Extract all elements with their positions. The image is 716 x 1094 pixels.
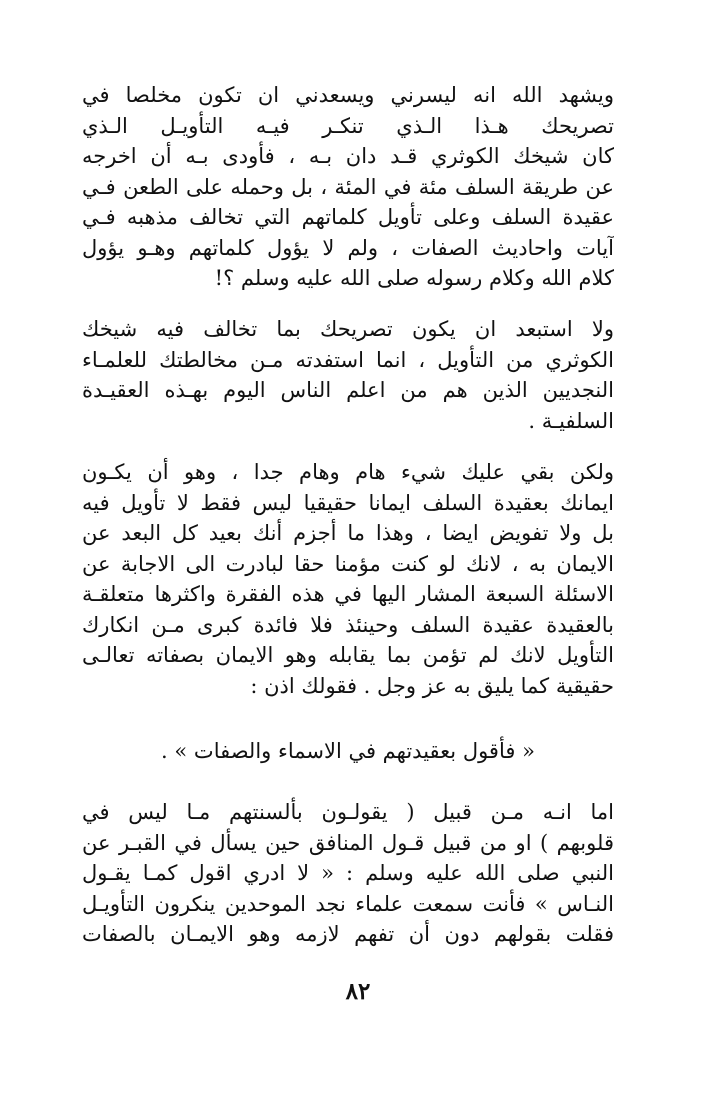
text-line: ولكن بقي عليك شيء هام وهام جدا ، وهو أن يكـون [82, 460, 614, 484]
text-line: الايمان به ، لانك لو كنت مؤمنا حقا لبادرت الى الاجابة عن [82, 551, 614, 576]
paragraph-4 [82, 797, 614, 950]
text-line: النبي صلى الله عليه وسلم : « لا ادري اقول كمـا يقـول [82, 861, 614, 885]
text-line: آيات واحاديث الصفات ، ولم لا يؤول كلماتهم وهـو يؤول [82, 235, 614, 260]
text-line: قلوبهم ) او من قبيل قـول المنافق حين يسأل في القبـر عن [82, 830, 614, 855]
text-line: النجديين الذين هم من اعلم الناس اليوم بهـذه العقيـدة [82, 378, 614, 402]
quoted-statement: « فأقول بعقيدتهم في الاسماء والصفات » . [161, 739, 535, 763]
text-line: فقلت بقولهم دون أن تفهم لازمه وهو الايمـان بالصفات [82, 922, 614, 946]
text-line: التأويل لانك لم تؤمن بما يقابله وهو الايمان بصفاته تعالـى [82, 643, 614, 667]
paragraph-1 [82, 80, 614, 294]
text-line: بل ولا تفويض ايضا ، وهذا ما أجزم أنك بعيد كل البعد عن [82, 521, 614, 545]
text-line: الاسئلة السبعة المشار اليها في هذه الفقرة واكثرها متعلقـة [82, 582, 614, 606]
text-line: كان شيخك الكوثري قـد دان بـه ، فأودى بـه أن اخرجه [82, 144, 614, 168]
text-line: ولا استبعد ان يكون تصريحك بما تخالف فيه شيخك [82, 317, 614, 341]
text-line: اما انـه مـن قبيل ( يقولـون بألسنتهم مـا ليس في [82, 800, 614, 824]
text-line: عن طريقة السلف مئة في المئة ، بل وحمله على الطعن فـي [82, 174, 614, 199]
paragraph-3 [82, 457, 614, 701]
page-number: ٨٢ [345, 978, 371, 1005]
paragraph-2 [82, 314, 614, 436]
text-line: النـاس » فأنت سمعت علماء نجد الموحدين ينكرون التأويـل [82, 891, 614, 916]
text-line: ويشهد الله انه ليسرني ويسعدني ان تكون مخلصا في [82, 83, 614, 107]
text-line: الكوثري من التأويل ، انما استفدته مـن مخالطتك للعلمـاء [82, 347, 614, 372]
text-line: عقيدة السلف وعلى تأويل كلماتهم التي تخالف مذهبه فـي [82, 205, 614, 229]
text-line: ايمانك بعقيدة السلف ايمانا حقيقيا ليس فقط لا تأويل فيه [82, 490, 614, 515]
text-line: السلفيـة . [528, 408, 614, 433]
text-line: بالعقيدة عقيدة السلف وحينئذ فلا فائدة كبرى مـن انكارك [82, 612, 614, 637]
text-line: حقيقية كما يليق به عز وجل . فقولك اذن : [250, 673, 614, 698]
text-line: كلام الله وكلام رسوله صلى الله عليه وسلم ؟! [214, 266, 614, 290]
text-line: تصريحك هـذا الـذي تنكـر فيـه التأويـل الـذي [82, 113, 614, 138]
